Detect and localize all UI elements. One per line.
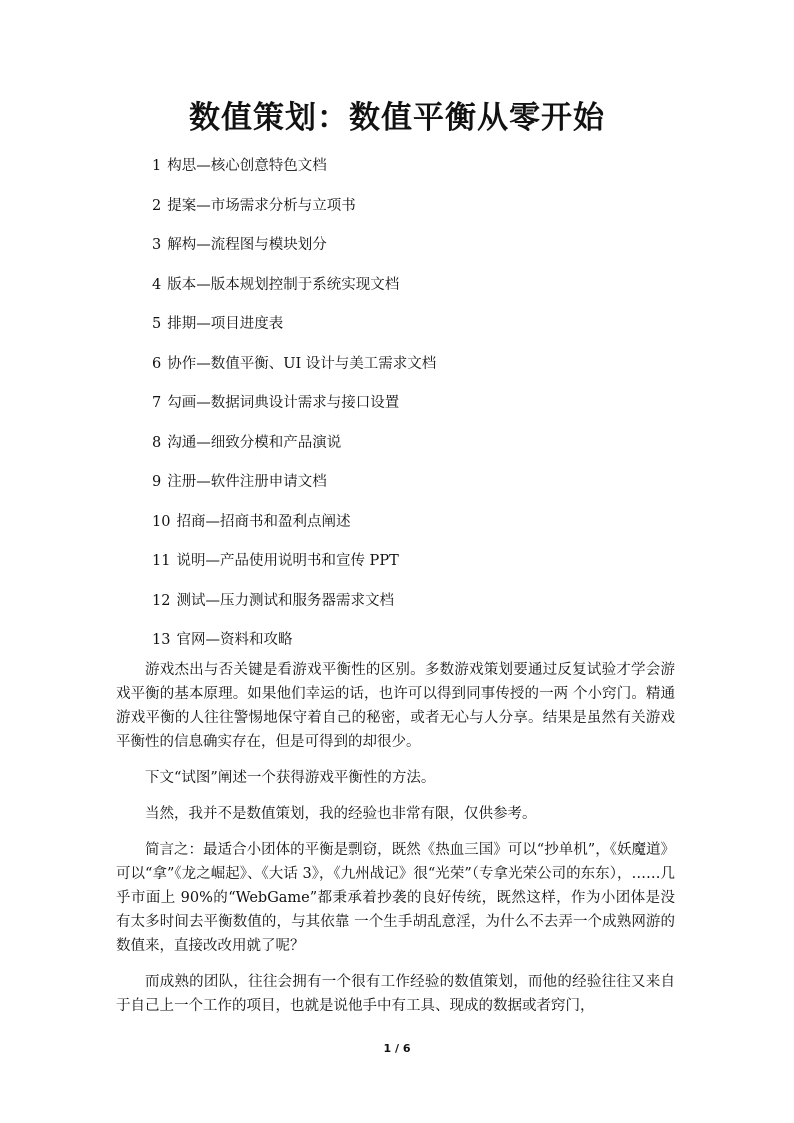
- toc-item-text: 解构—流程图与模块划分: [167, 237, 327, 253]
- toc-item-text: 招商—招商书和盈利点阐述: [176, 513, 351, 530]
- toc-item: [152, 350, 436, 390]
- toc-item: [152, 152, 436, 192]
- paragraph: 简言之：最适合小团体的平衡是剽窃，既然《热血三国》可以“抄单机”，《妖魔道》可以“拿”《龙之崛起》、《大话 3》，《九州战记》很“光荣”（专拿光荣公司的东东），……几乎市面上 90%的“WebGame”都秉承着抄袭的良好传统，既然这样，作为小团体是没有太多时间去平衡数值的，与其依靠 一个生手胡乱意淫，为什么不去弄一个成熟网游的数值来，直接改改用就了呢？: [116, 842, 675, 954]
- toc-item-number: 6: [152, 355, 162, 372]
- toc-item: [152, 192, 436, 232]
- toc-item-number: 9: [152, 474, 162, 490]
- toc-item-number: 7: [152, 395, 162, 411]
- toc-item-text: 官网—资料和攻略: [176, 632, 293, 648]
- toc-item-number: 4: [152, 276, 162, 293]
- toc-item: [152, 271, 436, 311]
- toc-item: [152, 429, 436, 469]
- toc-item-text: 测试—压力测试和服务器需求文档: [176, 592, 394, 609]
- toc-item: [152, 468, 436, 508]
- toc-item-text: 说明—产品使用说明书和宣传 PPT: [176, 553, 399, 569]
- toc-item-number: 13: [152, 632, 171, 648]
- toc-item-text: 注册—软件注册申请文档: [167, 474, 327, 490]
- paragraph: 当然，我并不是数值策划，我的经验也非常有限，仅供参考。: [145, 806, 537, 822]
- toc-item-number: 8: [152, 434, 162, 451]
- toc-item: [152, 547, 436, 587]
- paragraph: 下文“试图”阐述一个获得游戏平衡性的方法。: [145, 770, 436, 786]
- toc-item-number: 11: [152, 553, 171, 569]
- page-title: 数值策划：数值平衡从零开始: [189, 100, 605, 136]
- table-of-contents: [152, 152, 436, 666]
- toc-item-number: 3: [152, 237, 162, 253]
- toc-item-text: 构思—核心创意特色文档: [167, 158, 327, 174]
- toc-item-number: 2: [152, 197, 162, 214]
- page-number: 1 / 6: [383, 1042, 411, 1055]
- toc-item-text: 版本—版本规划控制于系统实现文档: [167, 276, 400, 293]
- paragraph: 游戏杰出与否关键是看游戏平衡性的区别。多数游戏策划要通过反复试验才学会游戏平衡的基本原理。如果他们幸运的话，也许可以得到同事传授的一两 个小窍门。精通游戏平衡的人往往警惕地保守着自己的秘密，或者无心与人分享。结果是虽然有关游戏平衡性的信息确实存在，但是可得到的却很少。: [116, 662, 675, 750]
- toc-item-text: 排期—项目进度表: [167, 316, 284, 332]
- toc-item-text: 勾画—数据词典设计需求与接口设置: [167, 395, 400, 411]
- toc-item-text: 提案—市场需求分析与立项书: [167, 197, 356, 214]
- toc-item-number: 1: [152, 158, 162, 174]
- toc-item-text: 协作—数值平衡、UI 设计与美工需求文档: [167, 355, 437, 372]
- toc-item-number: 5: [152, 316, 162, 332]
- toc-item: [152, 508, 436, 548]
- toc-item: [152, 389, 436, 429]
- toc-item-number: 12: [152, 592, 171, 609]
- toc-item-number: 10: [152, 513, 171, 530]
- toc-item: [152, 231, 436, 271]
- toc-item: [152, 587, 436, 627]
- body-text: [116, 658, 675, 1030]
- toc-item-text: 沟通—细致分模和产品演说: [167, 434, 342, 451]
- paragraph: 而成熟的团队，往往会拥有一个很有工作经验的数值策划，而他的经验往往又来自于自己上一个工作的项目，也就是说他手中有工具、现成的数据或者窍门，: [116, 974, 675, 1014]
- toc-item: [152, 310, 436, 350]
